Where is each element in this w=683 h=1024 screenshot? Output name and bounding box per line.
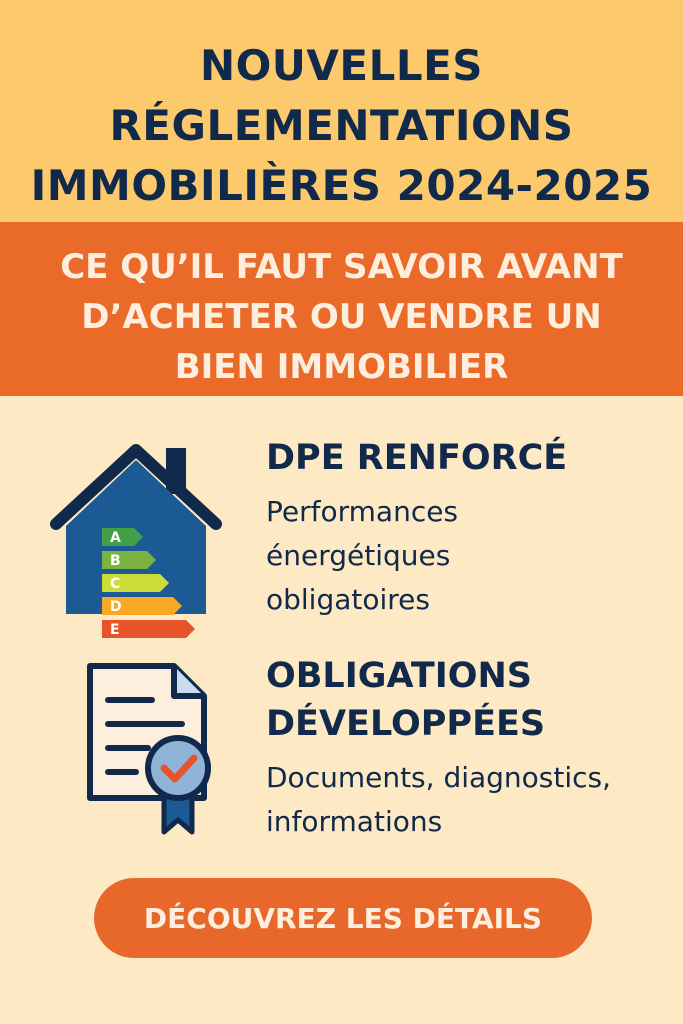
feature-description-dpe: Performances énergétiques obligatoires (266, 495, 459, 616)
feature-title-dpe: DPE RENFORCÉ (266, 438, 568, 478)
banner-subtitle: CE QU’IL FAUT SAVOIR AVANT D’ACHETER OU VENDRE UN BIEN IMMOBILIER (60, 247, 623, 387)
energy-class-label-d: D (110, 599, 122, 615)
feature-description-obligations: Documents, diagnostics, informations (266, 761, 612, 838)
certified-document-icon (82, 658, 222, 842)
discover-details-button[interactable]: DÉCOUVREZ LES DÉTAILS (94, 878, 592, 958)
energy-class-label-e: E (110, 622, 120, 638)
page-title: NOUVELLES RÉGLEMENTATIONS IMMOBILIÈRES 2024-2025 (30, 41, 653, 210)
header (0, 0, 683, 222)
energy-class-label-c: C (110, 576, 121, 592)
feature-title-obligations: OBLIGATIONS DÉVELOPPÉES (266, 656, 546, 744)
house-energy-label-icon (50, 444, 222, 638)
feature-obligations (0, 650, 683, 850)
feature-dpe (0, 420, 683, 638)
energy-class-label-b: B (110, 553, 121, 569)
energy-class-label-a: A (110, 530, 121, 546)
subtitle-banner (0, 222, 683, 396)
